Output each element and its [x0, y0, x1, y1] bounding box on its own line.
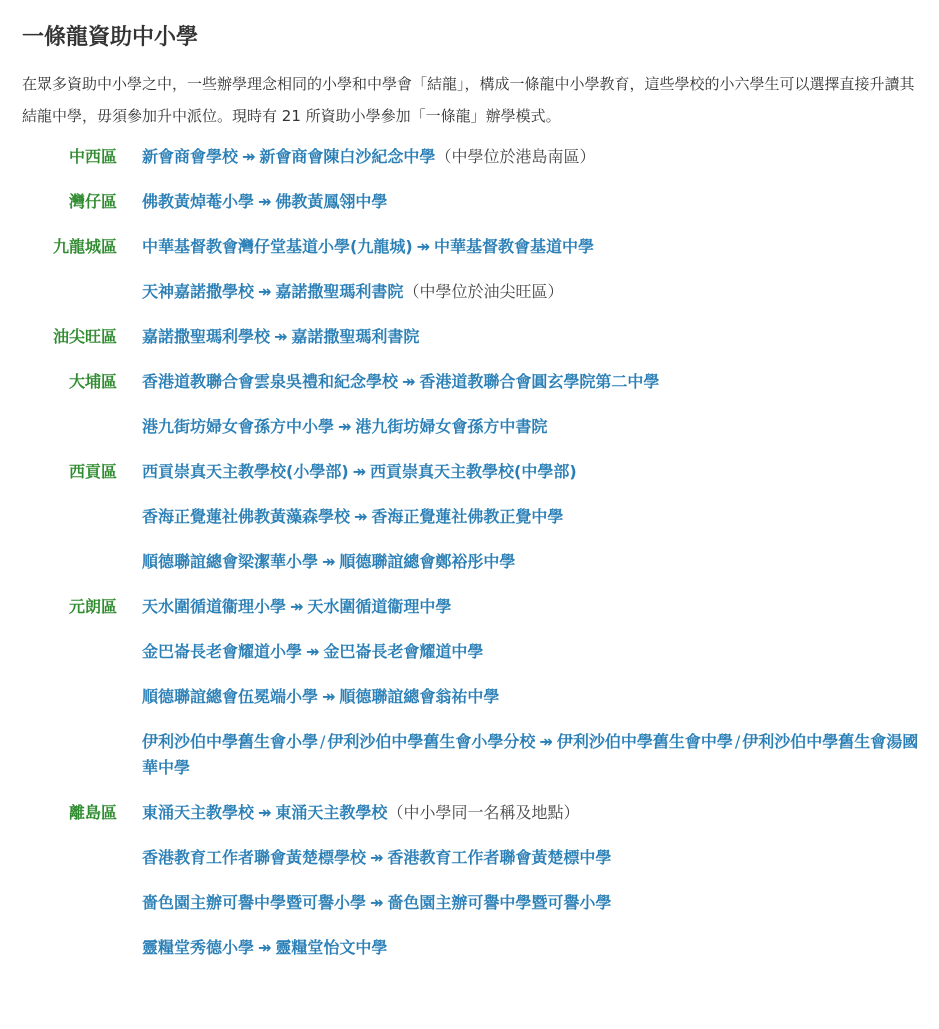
- district-label: 灣仔區: [68, 192, 117, 211]
- primary-school-link[interactable]: 伊利沙伯中學舊生會小學: [142, 732, 319, 751]
- district-group: [22, 144, 919, 189]
- secondary-school-link[interactable]: 香港教育工作者聯會黃楚標中學: [387, 848, 612, 867]
- district-label: 油尖旺區: [52, 327, 117, 346]
- school-pairs: [142, 459, 919, 594]
- school-pair: [142, 594, 919, 620]
- secondary-school-link[interactable]: 新會商會陳白沙紀念中學: [259, 147, 436, 166]
- primary-school-link[interactable]: 天神嘉諾撒學校: [142, 282, 255, 301]
- primary-school-link[interactable]: 新會商會學校: [142, 147, 239, 166]
- district-group: [22, 189, 919, 234]
- school-pair: [142, 684, 919, 710]
- double-arrow-right-icon: ↠: [258, 192, 272, 211]
- double-arrow-right-icon: ↠: [306, 642, 320, 661]
- school-pair: [142, 549, 919, 575]
- secondary-school-link[interactable]: 港九街坊婦女會孫方中書院: [355, 417, 548, 436]
- primary-school-link[interactable]: 中華基督教會灣仔堂基道小學(九龍城): [142, 237, 413, 256]
- double-arrow-right-icon: ↠: [290, 597, 304, 616]
- school-pairs: [142, 369, 919, 459]
- primary-school-link[interactable]: 東涌天主教學校: [142, 803, 255, 822]
- school-pair: [142, 279, 919, 305]
- district-label: 九龍城區: [52, 237, 117, 256]
- district-group: [22, 459, 919, 594]
- double-arrow-right-icon: ↠: [274, 327, 288, 346]
- primary-school-link[interactable]: 天水圍循道衞理小學: [142, 597, 287, 616]
- double-arrow-right-icon: ↠: [258, 803, 272, 822]
- secondary-school-link[interactable]: 順德聯誼總會翁祐中學: [339, 687, 500, 706]
- primary-school-link[interactable]: 嘉諾撒聖瑪利學校: [142, 327, 271, 346]
- district-group: [22, 594, 919, 800]
- secondary-school-link[interactable]: 東涌天主教學校: [275, 803, 388, 822]
- primary-school-link[interactable]: 嗇色園主辦可譽中學暨可譽小學: [142, 893, 367, 912]
- primary-school-link[interactable]: 順德聯誼總會伍冕端小學: [142, 687, 319, 706]
- secondary-school-link[interactable]: 天水圍循道衞理中學: [307, 597, 452, 616]
- primary-school-link[interactable]: 西貢崇真天主教學校(小學部): [142, 462, 349, 481]
- school-pair: [142, 414, 919, 440]
- school-pair: [142, 369, 919, 395]
- secondary-school-link[interactable]: 金巴崙長老會耀道中學: [323, 642, 484, 661]
- separator-slash: /: [320, 732, 326, 751]
- school-pair: [142, 504, 919, 530]
- district-label: 中西區: [68, 147, 117, 166]
- school-pairs: [142, 234, 919, 324]
- separator-slash: /: [734, 732, 741, 751]
- intro-paragraph: 在眾多資助中小學之中，一些辦學理念相同的小學和中學會「結龍」，構成一條龍中小學教育，這些學校的小六學生可以選擇直接升讀其結龍中學，毋須參加升中派位。現時有 21 所資助小學參加「一條龍」辦學模式。: [22, 75, 915, 125]
- secondary-school-link[interactable]: 嗇色園主辦可譽中學暨可譽小學: [387, 893, 612, 912]
- district-label: 元朗區: [68, 597, 117, 616]
- secondary-school-link[interactable]: 伊利沙伯中學舊生會湯國華中學: [142, 732, 919, 777]
- school-note: （中小學同一名稱及地點）: [387, 803, 580, 822]
- primary-school-link[interactable]: 金巴崙長老會耀道小學: [142, 642, 303, 661]
- school-pair: [142, 845, 919, 871]
- secondary-school-link[interactable]: 嘉諾撒聖瑪利書院: [275, 282, 404, 301]
- secondary-school-link[interactable]: 靈糧堂怡文中學: [275, 938, 388, 957]
- school-pair: [142, 729, 919, 781]
- primary-school-link[interactable]: 香港道教聯合會雲泉吳禮和紀念學校: [142, 372, 399, 391]
- double-arrow-right-icon: ↠: [322, 687, 336, 706]
- school-pairs: [142, 144, 919, 189]
- school-pair: [142, 800, 919, 826]
- school-pair: [142, 459, 919, 485]
- secondary-school-link[interactable]: 香海正覺蓮社佛教正覺中學: [371, 507, 564, 526]
- page-title: 一條龍資助中小學: [22, 25, 199, 50]
- primary-school-link[interactable]: 靈糧堂秀德小學: [142, 938, 255, 957]
- district-group: [22, 234, 919, 324]
- primary-school-link[interactable]: 香海正覺蓮社佛教黃藻森學校: [142, 507, 351, 526]
- secondary-school-link[interactable]: 順德聯誼總會鄭裕彤中學: [339, 552, 516, 571]
- school-pairs: [142, 189, 919, 234]
- school-pair: [142, 144, 919, 170]
- primary-school-link[interactable]: 佛教黃焯菴小學: [142, 192, 255, 211]
- primary-school-link[interactable]: 港九街坊婦女會孫方中小學: [142, 417, 335, 436]
- secondary-school-link[interactable]: 香港道教聯合會圓玄學院第二中學: [419, 372, 660, 391]
- double-arrow-right-icon: ↠: [322, 552, 336, 571]
- double-arrow-right-icon: ↠: [370, 893, 384, 912]
- district-group: [22, 369, 919, 459]
- double-arrow-right-icon: ↠: [352, 462, 367, 481]
- school-pair: [142, 639, 919, 665]
- school-pair: [142, 189, 919, 215]
- primary-school-link[interactable]: 順德聯誼總會梁潔華小學: [142, 552, 319, 571]
- primary-school-link[interactable]: 伊利沙伯中學舊生會小學分校: [327, 732, 536, 751]
- district-label: 大埔區: [68, 372, 117, 391]
- district-label: 離島區: [68, 803, 117, 822]
- double-arrow-right-icon: ↠: [354, 507, 368, 526]
- school-list: [22, 144, 919, 980]
- school-note: （中學位於港島南區）: [435, 147, 596, 166]
- double-arrow-right-icon: ↠: [416, 237, 431, 256]
- school-pairs: [142, 800, 919, 980]
- double-arrow-right-icon: ↠: [402, 372, 416, 391]
- secondary-school-link[interactable]: 佛教黃鳳翎中學: [275, 192, 388, 211]
- double-arrow-right-icon: ↠: [370, 848, 384, 867]
- district-group: [22, 324, 919, 369]
- district-label: 西貢區: [68, 462, 117, 481]
- double-arrow-right-icon: ↠: [258, 282, 272, 301]
- school-pair: [142, 324, 919, 350]
- double-arrow-right-icon: ↠: [242, 147, 256, 166]
- secondary-school-link[interactable]: 西貢崇真天主教學校(中學部): [370, 462, 577, 481]
- primary-school-link[interactable]: 香港教育工作者聯會黃楚標學校: [142, 848, 367, 867]
- school-pair: [142, 234, 919, 260]
- school-pairs: [142, 594, 919, 800]
- school-note: （中學位於油尖旺區）: [403, 282, 564, 301]
- school-pair: [142, 935, 919, 961]
- double-arrow-right-icon: ↠: [258, 938, 272, 957]
- double-arrow-right-icon: ↠: [338, 417, 352, 436]
- secondary-school-link[interactable]: 中華基督教會基道中學: [434, 237, 595, 256]
- double-arrow-right-icon: ↠: [539, 732, 553, 751]
- secondary-school-link[interactable]: 嘉諾撒聖瑪利書院: [291, 327, 420, 346]
- secondary-school-link[interactable]: 伊利沙伯中學舊生會中學: [556, 732, 733, 751]
- school-pair: [142, 890, 919, 916]
- school-pairs: [142, 324, 919, 369]
- district-group: [22, 800, 919, 980]
